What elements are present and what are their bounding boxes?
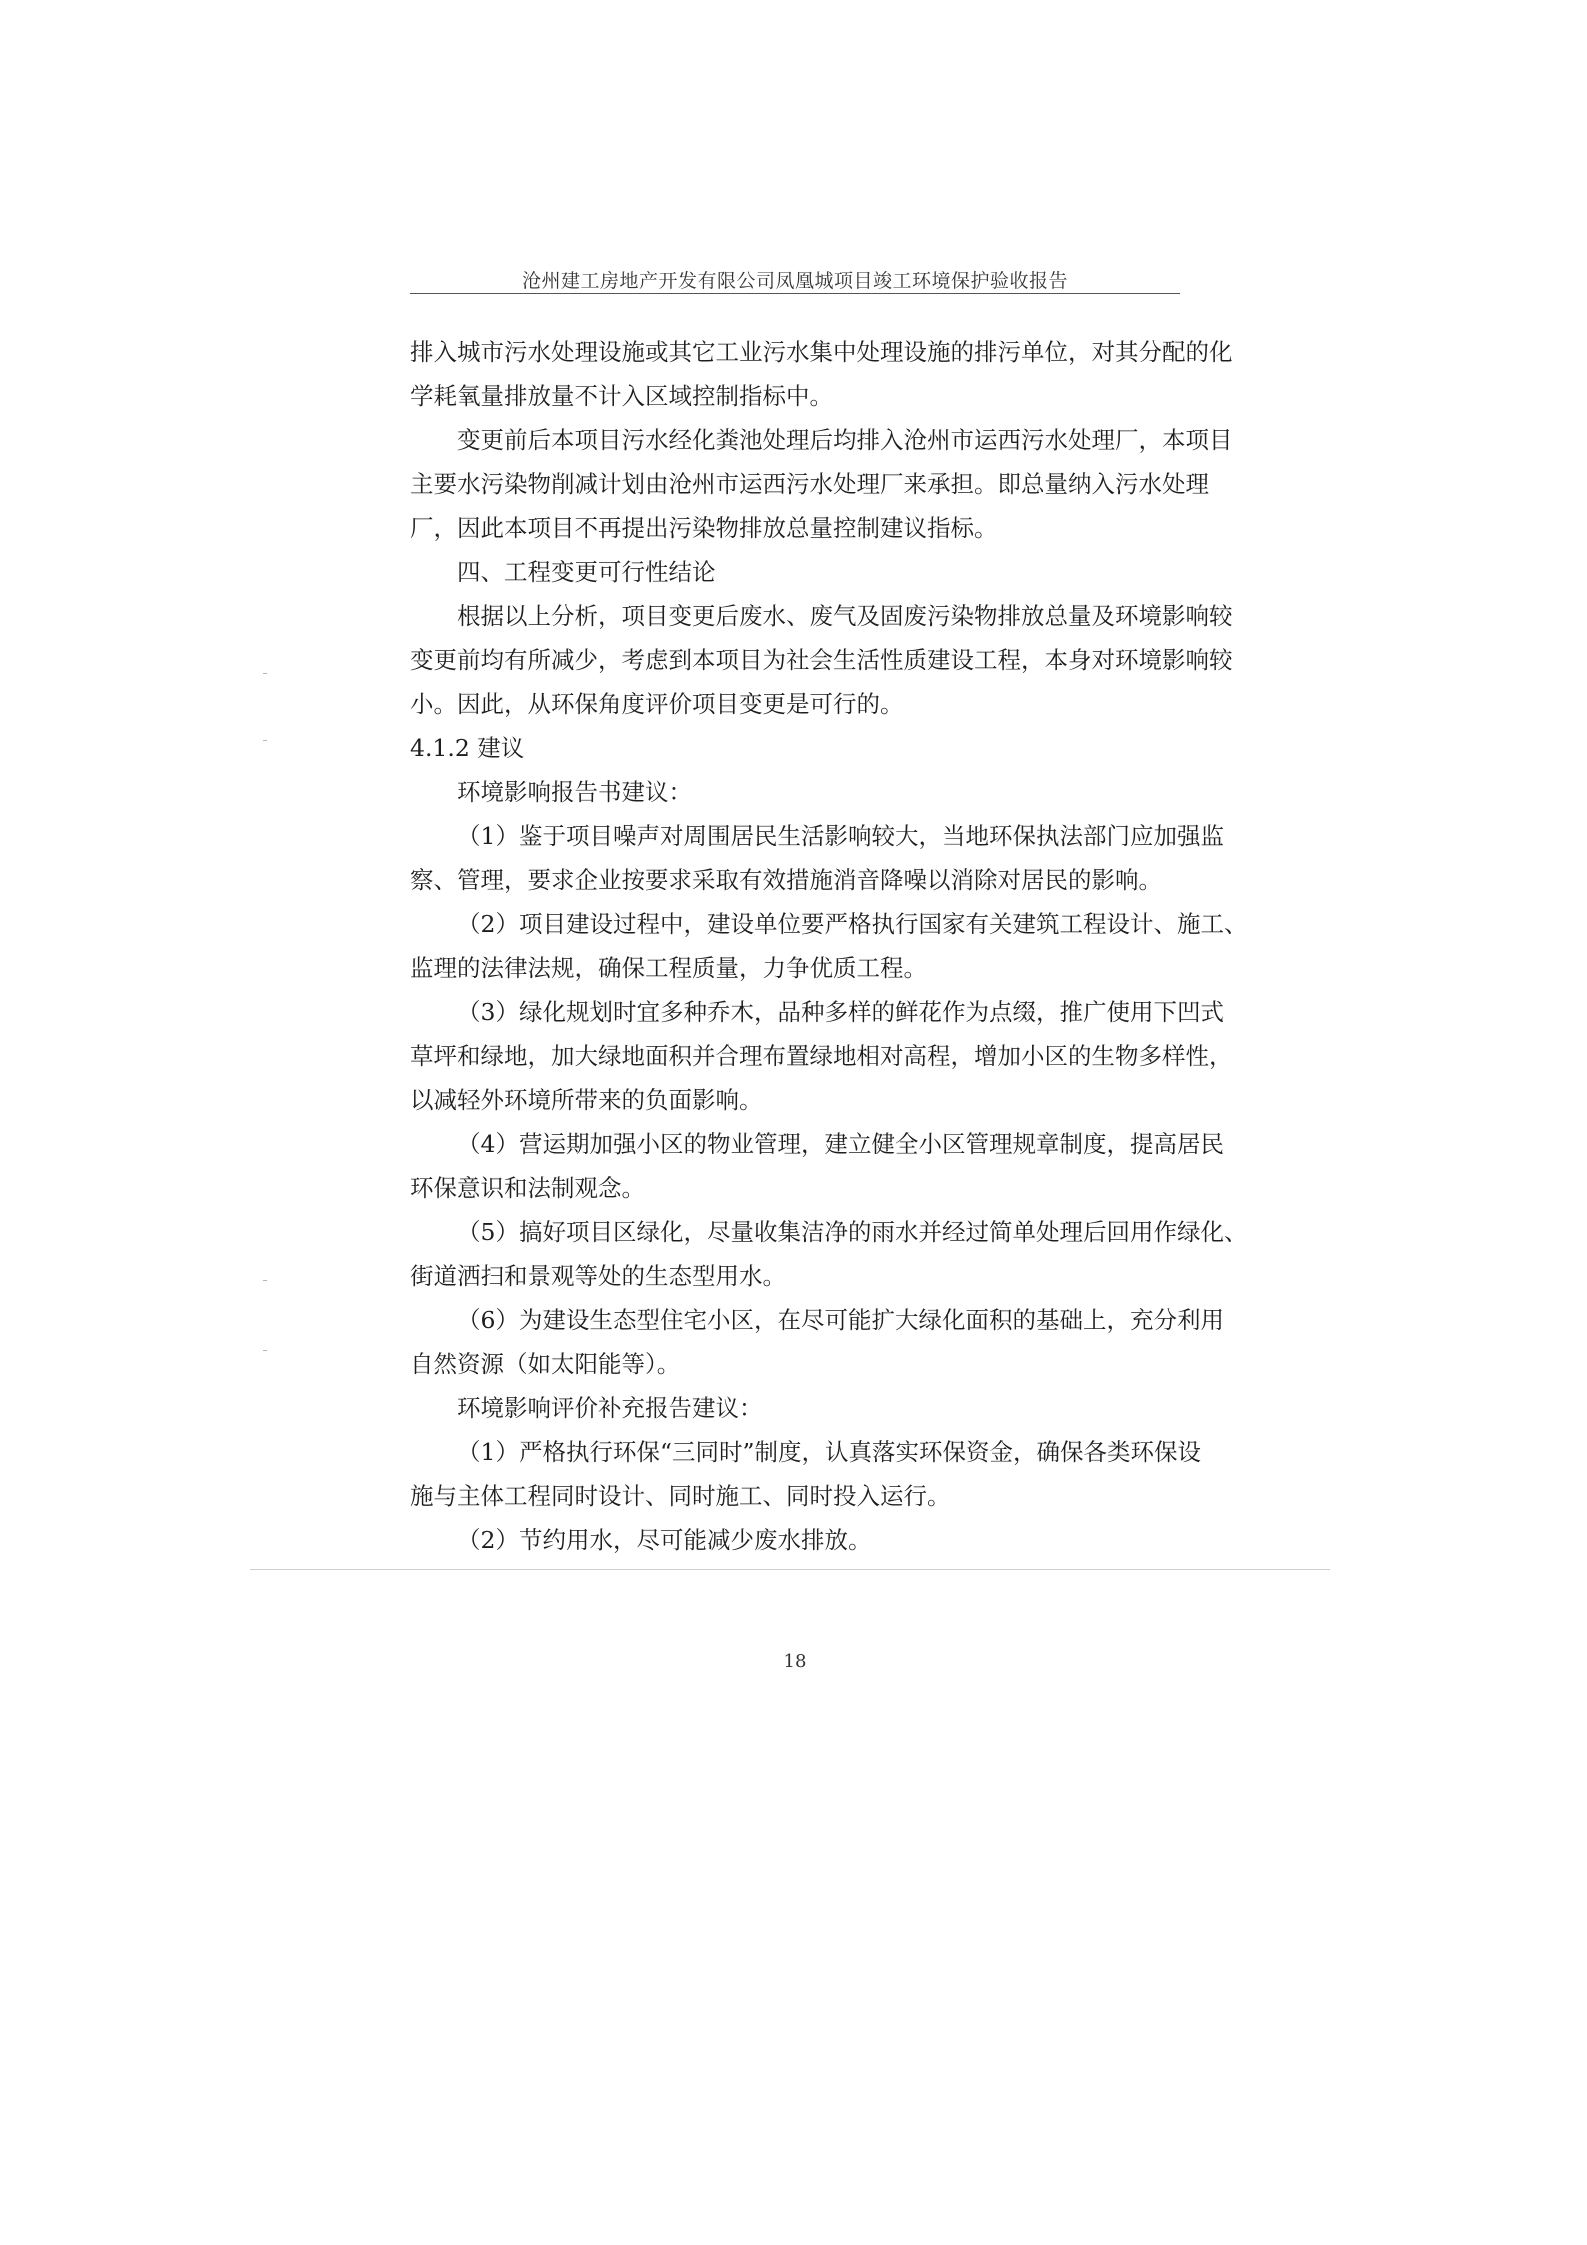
text-line: 施与主体工程同时设计、同时施工、同时投入运行。 [410, 1482, 951, 1510]
text-line: 根据以上分析，项目变更后废水、废气及固废污染物排放总量及环境影响较 [457, 602, 1233, 630]
text-line: （3）绿化规划时宜多种乔木，品种多样的鲜花作为点缀，推广使用下凹式 [457, 998, 1224, 1026]
page-number: 18 [783, 1651, 807, 1672]
scan-mark [263, 1350, 267, 1351]
scan-mark [263, 740, 267, 741]
text-line: 小。因此，从环保角度评价项目变更是可行的。 [410, 690, 904, 718]
text-line: （1）严格执行环保“三同时”制度，认真落实环保资金，确保各类环保设 [457, 1438, 1201, 1466]
text-line: 环境影响评价补充报告建议： [457, 1394, 763, 1422]
scan-mark [263, 673, 267, 674]
text-line: （2）节约用水，尽可能减少废水排放。 [457, 1526, 872, 1554]
text-line: 草坪和绿地，加大绿地面积并合理布置绿地相对高程，增加小区的生物多样性， [410, 1042, 1233, 1070]
text-line: 自然资源（如太阳能等）。 [410, 1350, 681, 1378]
text-line: 学耗氧量排放量不计入区域控制指标中。 [410, 382, 833, 410]
header-title: 沧州建工房地产开发有限公司凤凰城项目竣工环境保护验收报告 [521, 270, 1068, 292]
text-line: 主要水污染物削减计划由沧州市运西污水处理厂来承担。即总量纳入污水处理 [410, 470, 1209, 498]
text-line: （2）项目建设过程中，建设单位要严格执行国家有关建筑工程设计、施工、 [457, 910, 1248, 938]
subsection-heading: 4.1.2 建议 [410, 734, 525, 762]
text-line: （4）营运期加强小区的物业管理，建立健全小区管理规章制度，提高居民 [457, 1130, 1224, 1158]
text-line: 街道洒扫和景观等处的生态型用水。 [410, 1262, 786, 1290]
text-line: 环境影响报告书建议： [457, 778, 692, 806]
text-line: 察、管理，要求企业按要求采取有效措施消音降噪以消除对居民的影响。 [410, 866, 1162, 894]
header-rule [410, 293, 1180, 294]
text-line: 环保意识和法制观念。 [410, 1174, 645, 1202]
text-line: （1）鉴于项目噪声对周围居民生活影响较大，当地环保执法部门应加强监 [457, 822, 1224, 850]
section-heading: 四、工程变更可行性结论 [457, 558, 716, 586]
text-line: 变更前均有所减少，考虑到本项目为社会生活性质建设工程，本身对环境影响较 [410, 646, 1233, 674]
text-line: 以减轻外环境所带来的负面影响。 [410, 1086, 763, 1114]
scan-mark [263, 1280, 267, 1281]
text-line: 监理的法律法规，确保工程质量，力争优质工程。 [410, 954, 927, 982]
text-line: （5）搞好项目区绿化，尽量收集洁净的雨水并经过简单处理后回用作绿化、 [457, 1218, 1248, 1246]
text-line: （6）为建设生态型住宅小区，在尽可能扩大绿化面积的基础上，充分利用 [457, 1306, 1224, 1334]
text-line: 变更前后本项目污水经化粪池处理后均排入沧州市运西污水处理厂，本项目 [457, 426, 1233, 454]
text-line: 厂，因此本项目不再提出污染物排放总量控制建议指标。 [410, 514, 998, 542]
text-line: 排入城市污水处理设施或其它工业污水集中处理设施的排污单位，对其分配的化 [410, 338, 1233, 366]
scan-edge-line [250, 1569, 1330, 1570]
